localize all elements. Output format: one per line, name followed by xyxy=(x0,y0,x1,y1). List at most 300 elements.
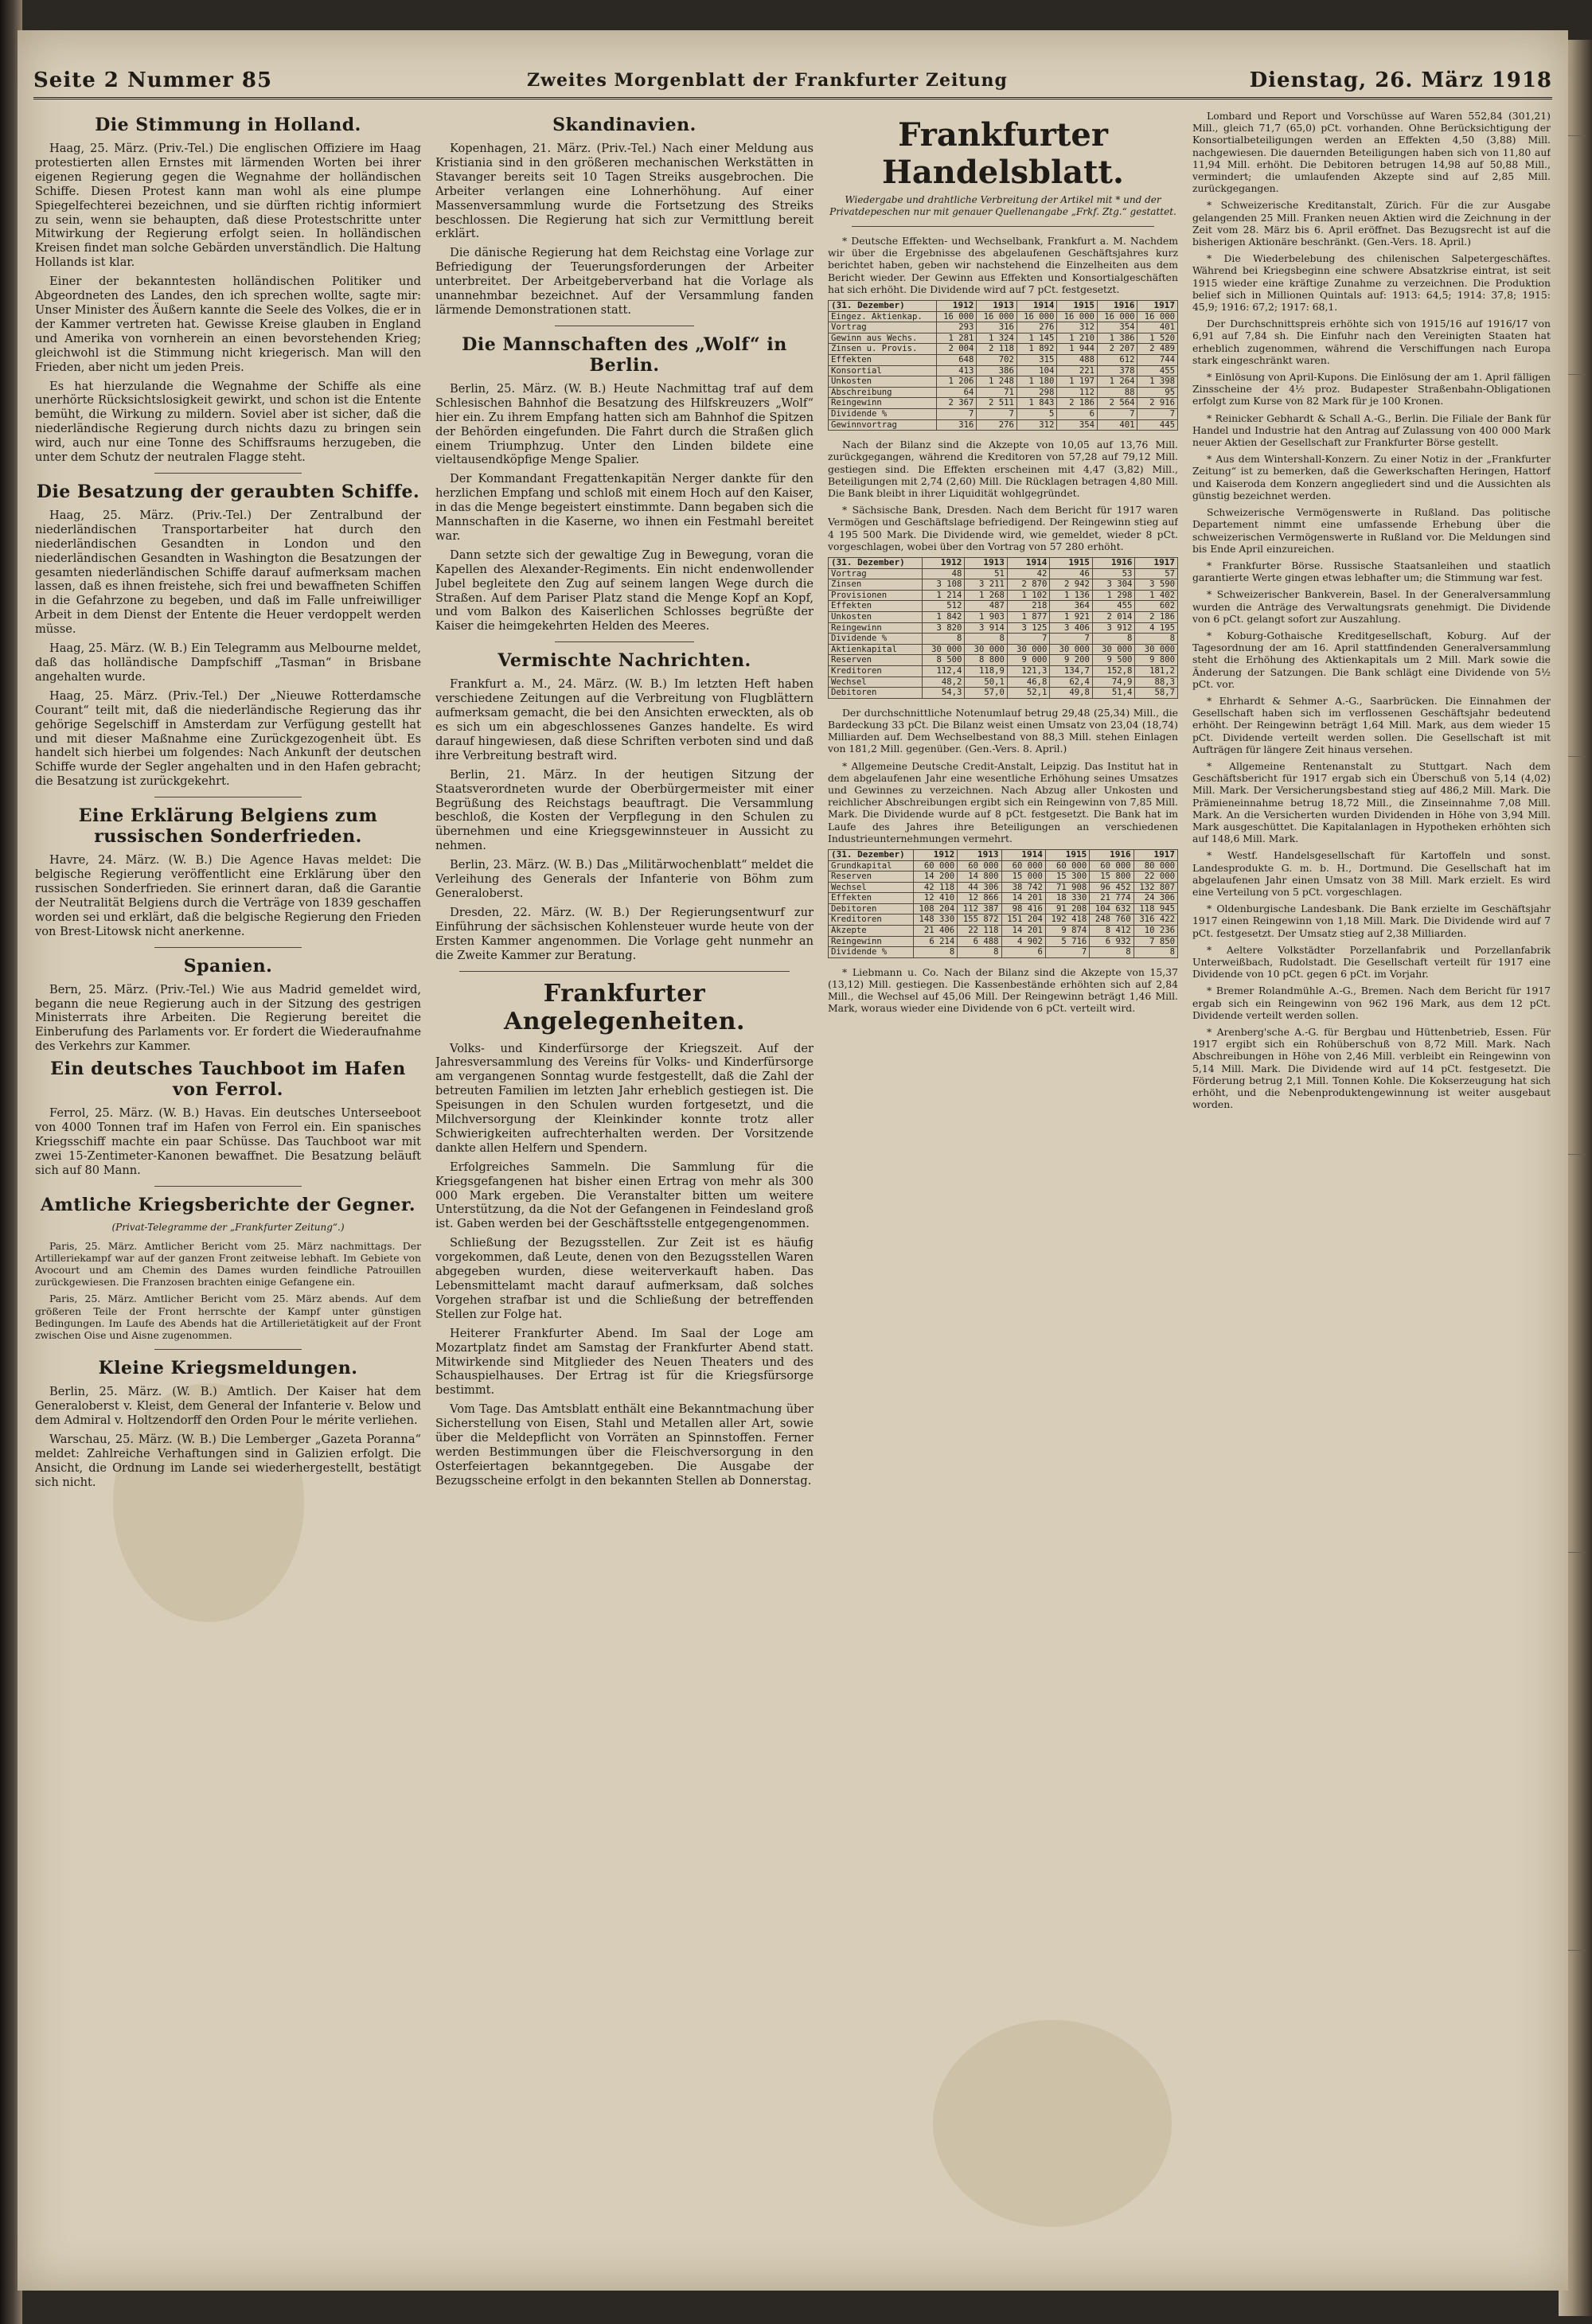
table-header-cell: 1912 xyxy=(922,557,965,568)
table-cell: 2 942 xyxy=(1050,579,1093,591)
article-paragraph: Heiterer Frankfurter Abend. Im Saal der Loge am Mozartplatz findet am Samstag der Frankfurter Abend statt. Mitwirkende sind Mitglieder des Neuen Theaters und des Schauspielhauses. Der Ertrag ist für die Kriegsfürsorge bestimmt. xyxy=(435,1326,814,1398)
table-cell: 1 268 xyxy=(965,590,1008,601)
table-row xyxy=(829,333,1178,344)
table-cell: Provisionen xyxy=(829,590,923,601)
table-cell: 10 236 xyxy=(1134,926,1177,937)
article-paragraph: Berlin, 25. März. (W. B.) Heute Nachmittag traf auf dem Schlesischen Bahnhof die Besatzung des Hilfskreuzers „Wolf“ hier ein. Zu ihrem Empfang hatten sich am Bahnhof die Spitzen der Behörden eingefunden. Die Fahrt durch die Straßen glich einem Triumphzug. Unter den Linden bildete eine vieltausendköpfige Menge Spalier. xyxy=(435,381,814,467)
table-cell: 108 204 xyxy=(913,903,957,914)
article-paragraph: Frankfurt a. M., 24. März. (W. B.) Im letzten Heft haben verschiedene Zeitungen auf die Verbreitung von Flugblättern aufmerksam gemacht, die bei den Ansichten erweckten, als ob es sich um ein abgeschlossenes Ganzes handelte. Es wird darauf hingewiesen, daß diese Schriften verboten sind und daß ihre Verbreitung bestraft wird. xyxy=(435,677,814,762)
article-paragraph: Dann setzte sich der gewaltige Zug in Bewegung, voran die Kapellen des Alexander-Regiments. Ein nicht endenwollender Jubel begleitete den Zug auf seinem langen Wege durch die Straßen. Auf dem Pariser Platz stand die Menge Kopf an Kopf, und vom Balkon des Kaiserlichen Schlosses begrüßte der Kaiser die heimgekehrten Helden des Meeres. xyxy=(435,548,814,634)
table-cell: 221 xyxy=(1057,365,1098,376)
article-paragraph: Erfolgreiches Sammeln. Die Sammlung für die Kriegsgefangenen hat bisher einen Ertrag von mehr als 300 000 Mark ergeben. Die Veranstalter bitten um weitere Unterstützung, da die Not der Gefangenen in Feindesland groß ist. Gaben werden bei der Geschäftsstelle entgegengenommen. xyxy=(435,1160,814,1231)
table-header-cell: 1913 xyxy=(965,557,1008,568)
table-row xyxy=(829,860,1178,872)
table-cell: Grundkapital xyxy=(829,860,914,872)
table-row xyxy=(829,601,1178,612)
table-cell: Effekten xyxy=(829,893,914,904)
table-cell: 60 000 xyxy=(913,860,957,872)
article-paragraph: * Die Wiederbelebung des chilenischen Salpetergeschäftes. Während bei Kriegsbeginn eine schwere Absatzkrise eintrat, ist seit 1915 wieder eine kräftige Zunahme zu verzeichnen. Die Produktion belief sich in Millionen Quintals auf: 1913: 64,5; 1914: 37,8; 1915: 45,9; 1916: 67,2; 1917: 68,1. xyxy=(1192,252,1551,314)
article-paragraph: Paris, 25. März. Amtlicher Bericht vom 25. März nachmittags. Der Artilleriekampf war auf der ganzen Front zeitweise lebhaft. Im Gebiete von Avocourt und am Chemin des Dames wurden feindliche Patrouillen zurückgewiesen. Die Franzosen brachten einige Gefangene ein. xyxy=(35,1239,421,1289)
table-cell: 181,2 xyxy=(1135,665,1178,677)
table-cell: 315 xyxy=(1016,354,1057,365)
table-cell: 1 520 xyxy=(1137,333,1178,344)
table-row xyxy=(829,590,1178,601)
table-cell: 1 386 xyxy=(1097,333,1137,344)
table-cell: 50,1 xyxy=(965,677,1008,688)
table-cell: 104 xyxy=(1016,365,1057,376)
table-cell: 1 210 xyxy=(1057,333,1098,344)
divider xyxy=(555,641,694,642)
table-cell: 9 000 xyxy=(1007,655,1050,666)
table-cell: 8 xyxy=(1092,634,1135,645)
table-cell: 16 000 xyxy=(1016,311,1057,322)
table-cell: 488 xyxy=(1057,354,1098,365)
article-paragraph: Bern, 25. März. (Priv.-Tel.) Wie aus Madrid gemeldet wird, begann die neue Regierung auch in der Sitzung des gestrigen Ministerrats ihre Arbeiten. Die Regierung bereitet die Einberufung des Parlaments vor. Er fordert die Wiederaufnahme des Verkehrs zur Kammer. xyxy=(35,982,421,1054)
table-cell: 1 206 xyxy=(936,376,977,388)
table-row xyxy=(829,622,1178,634)
table-cell: 386 xyxy=(977,365,1017,376)
table-row xyxy=(829,893,1178,904)
table-row xyxy=(829,611,1178,622)
table-header-cell: 1917 xyxy=(1135,557,1178,568)
table-cell: 1 248 xyxy=(977,376,1017,388)
article-paragraph: * Einlösung von April-Kupons. Die Einlösung der am 1. April fälligen Zinsscheine der 4½ proz. Budapester Straßenbahn-Obligationen erfolgt zum Kurse von 82 Mark für je 100 Kronen. xyxy=(1192,371,1551,407)
table-cell: Vortrag xyxy=(829,568,923,579)
table-cell: 134,7 xyxy=(1050,665,1093,677)
headline-frankfurt-affairs: Frankfurter Angelegenheiten. xyxy=(503,979,745,1035)
table-header-cell: 1912 xyxy=(913,849,957,860)
table-row xyxy=(829,387,1178,398)
table-cell: 3 914 xyxy=(965,622,1008,634)
table-cell: 8 xyxy=(913,947,957,958)
table-row xyxy=(829,365,1178,376)
headline-scandinavia: Skandinavien. xyxy=(552,115,696,135)
table-cell: 364 xyxy=(1050,601,1093,612)
table-cell: 1 298 xyxy=(1092,590,1135,601)
table-cell: 6 488 xyxy=(958,936,1001,947)
table-cell: Zinsen xyxy=(829,579,923,591)
table-row xyxy=(829,926,1178,937)
table-cell: 1 197 xyxy=(1057,376,1098,388)
table-cell: 3 304 xyxy=(1092,579,1135,591)
divider xyxy=(154,1186,302,1187)
table-cell: Wechsel xyxy=(829,882,914,893)
table-cell: 121,3 xyxy=(1007,665,1050,677)
table-row xyxy=(829,398,1178,409)
article-paragraph: Berlin, 25. März. (W. B.) Amtlich. Der Kaiser hat dem Generaloberst v. Kleist, dem General der Infanterie v. Below und dem Admiral v. Holtzendorff den Orden Pour le mérite verliehen. xyxy=(35,1385,421,1428)
article-paragraph: Einer der bekanntesten holländischen Politiker und Abgeordneten des Landes, den ich sprechen wollte, sagte mir: Unser Minister des Äußern kannte die Seele des Volkes, die er in der Kammer vertreten hat. Gewisse Kreise glauben in England und Amerika von vornherein an einen bevorstehenden Krieg; gleichwohl ist die Stimmung nicht kriegerisch. Man will den Frieden, aber nicht um jeden Preis. xyxy=(35,275,421,374)
table-cell: 71 xyxy=(977,387,1017,398)
table-row xyxy=(829,311,1178,322)
table-cell: Reserven xyxy=(829,872,914,883)
table-cell: 218 xyxy=(1007,601,1050,612)
table-cell: Konsortial xyxy=(829,365,937,376)
table-header-cell: 1912 xyxy=(936,301,977,312)
table-cell: 15 300 xyxy=(1045,872,1089,883)
article-paragraph: * Aeltere Volkstädter Porzellanfabrik und Porzellanfabrik Unterweißbach, Rudolstadt. Die Gesellschaft verteilt für 1917 eine Dividende von 10 pCt. gegen 6 pCt. im Vorjahr. xyxy=(1192,943,1551,981)
table-cell: 316 422 xyxy=(1134,914,1177,926)
table-cell: 8 xyxy=(922,634,965,645)
table-cell: Eingez. Aktienkap. xyxy=(829,311,937,322)
table-cell: 12 866 xyxy=(958,893,1001,904)
table-cell: 1 842 xyxy=(922,611,965,622)
masthead: Zweites Morgenblatt der Frankfurter Zeitung xyxy=(527,70,1008,91)
table-row xyxy=(829,419,1178,431)
article-paragraph: * Westf. Handelsgesellschaft für Kartoffeln und sonst. Landesprodukte G. m. b. H., Dortmund. Die Gesellschaft hat im abgelaufenen Jahr einen Umsatz von 38 Mill. Mark erzielt. Es wird eine Verteilung von 5 pCt. vorgeschlagen. xyxy=(1192,849,1551,898)
article-paragraph: * Koburg-Gothaische Kreditgesellschaft, Koburg. Auf der Tagesordnung der am 16. April stattfindenden Generalversammlung steht die Erhöhung des Aktienkapitals um 2 Mill. Mark sowie die Änderung der Satzungen. Die Bank schlägt eine Dividende von 5½ pCt. vor. xyxy=(1192,629,1551,690)
table-cell: Gewinnvortrag xyxy=(829,419,937,431)
table-cell: 88 xyxy=(1097,387,1137,398)
table-cell: 112 387 xyxy=(958,903,1001,914)
table-cell: 80 000 xyxy=(1134,860,1177,872)
table-cell: Reingewinn xyxy=(829,398,937,409)
table-cell: 2 186 xyxy=(1135,611,1178,622)
table-cell: 14 800 xyxy=(958,872,1001,883)
divider xyxy=(154,947,302,948)
table-cell: 16 000 xyxy=(936,311,977,322)
table-row xyxy=(829,579,1178,591)
table-cell: 455 xyxy=(1092,601,1135,612)
table-cell: 51,4 xyxy=(1092,688,1135,699)
table-row xyxy=(829,665,1178,677)
section-title-handelsblatt: Frankfurter Handelsblatt. xyxy=(882,116,1124,191)
table-cell: 316 xyxy=(977,322,1017,333)
table-cell: 1 843 xyxy=(1016,398,1057,409)
table-cell: 8 xyxy=(1134,947,1177,958)
table-cell: 151 204 xyxy=(1001,914,1045,926)
article-paragraph: * Aus dem Wintershall-Konzern. Zu einer Notiz in der „Frankfurter Zeitung“ ist zu bemerken, daß die Gewerkschaften Heringen, Hattorf und Kaiseroda dem Konzern angegliedert sind und die Aussichten als günstig bezeichnet werden. xyxy=(1192,453,1551,501)
table-cell: Reserven xyxy=(829,655,923,666)
table-cell: Debitoren xyxy=(829,903,914,914)
table-cell: 15 000 xyxy=(1001,872,1045,883)
article-paragraph: Haag, 25. März. (Priv.-Tel.) Der „Nieuwe Rotterdamsche Courant“ teilt mit, daß die niederländische Regierung das ihr gehörige Segelschiff in Amsterdam zur Verfügung gestellt hat und mit dieser Maßnahme eine Zurückgezogenheit übt. Es handelt sich hierbei um folgendes: Nach Ankunft der deutschen Schiffe wurde der Segler angehalten und in den Hafen gebracht; die Besatzung ist zurückgekehrt. xyxy=(35,688,421,789)
table-cell: 30 000 xyxy=(1135,644,1178,655)
table-row xyxy=(829,914,1178,926)
table-cell: 3 211 xyxy=(965,579,1008,591)
table-cell: 1 281 xyxy=(936,333,977,344)
table-cell: 38 742 xyxy=(1001,882,1045,893)
table-cell: 60 000 xyxy=(958,860,1001,872)
article-paragraph: Kopenhagen, 21. März. (Priv.-Tel.) Nach einer Meldung aus Kristiania sind in den größeren mechanischen Werkstätten in Stavanger bereits seit 10 Tagen Streiks ausgebrochen. Die Arbeiter verlangen eine Lohnerhöhung. Auf einer Massenversammlung wurde die Fortsetzung des Streiks beschlossen. Die Regierung hat sich zur Vermittlung bereit erklärt. xyxy=(435,142,814,241)
headline-ship-crews: Die Besatzung der geraubten Schiffe. xyxy=(36,481,420,502)
table-cell: 1 264 xyxy=(1097,376,1137,388)
table-cell: 104 632 xyxy=(1090,903,1134,914)
table-cell: 1 145 xyxy=(1016,333,1057,344)
article-paragraph: * Allgemeine Deutsche Credit-Anstalt, Leipzig. Das Institut hat in dem abgelaufenen Jahr eine wesentliche Erhöhung seines Umsatzes und Gewinnes zu verzeichnen. Nach Abzug aller Unkosten und reichlicher Abschreibungen ergibt sich ein Reingewinn von 7,85 Mill. Mark. Die Dividende wurde auf 8 pCt. festgesetzt. Die Bank hat im Laufe des Jahres ihre Beteiligungen an verschiedenen Industrieunternehmungen vermehrt. xyxy=(828,759,1178,844)
table-cell: 6 xyxy=(1001,947,1045,958)
table-cell: 7 xyxy=(1050,634,1093,645)
table-cell: 60 000 xyxy=(1090,860,1134,872)
table-cell: 445 xyxy=(1137,419,1178,431)
article-paragraph: Schweizerische Vermögenswerte in Rußland. Das politische Departement nimmt eine umfassende Erhebung über die schweizerischen Vermögenswerte in Rußland vor. Die Meldungen sind bis Ende April einzureichen. xyxy=(1192,506,1551,555)
table-cell: 14 201 xyxy=(1001,893,1045,904)
table-row xyxy=(829,936,1178,947)
table-cell: 7 850 xyxy=(1134,936,1177,947)
table-cell: 3 406 xyxy=(1050,622,1093,634)
table-cell: Effekten xyxy=(829,601,923,612)
headline-holland: Die Stimmung in Holland. xyxy=(95,115,361,135)
table-cell: 8 xyxy=(1135,634,1178,645)
table-row xyxy=(829,872,1178,883)
table-header-cell: (31. Dezember) xyxy=(829,849,914,860)
article-paragraph: Schließung der Bezugsstellen. Zur Zeit ist es häufig vorgekommen, daß Leute, denen von den Bezugsstellen Waren abgegeben wurden, diese weiterverkauft haben. Das Lebensmittelamt macht darauf aufmerksam, daß solches Vorgehen strafbar ist und die Schließung der betreffenden Stellen zur Folge hat. xyxy=(435,1236,814,1321)
table-cell: 74,9 xyxy=(1092,677,1135,688)
table-cell: 1 903 xyxy=(965,611,1008,622)
table-cell: 9 800 xyxy=(1135,655,1178,666)
table-cell: 60 000 xyxy=(1001,860,1045,872)
financial-table-3 xyxy=(828,849,1178,958)
table-cell: 52,1 xyxy=(1007,688,1050,699)
table-row xyxy=(829,903,1178,914)
table-cell: 15 800 xyxy=(1090,872,1134,883)
table-cell: 16 000 xyxy=(1097,311,1137,322)
table-cell: Dividende % xyxy=(829,408,937,419)
table-cell: 2 564 xyxy=(1097,398,1137,409)
table-cell: Unkosten xyxy=(829,376,937,388)
table-cell: 9 200 xyxy=(1050,655,1093,666)
table-cell: 3 590 xyxy=(1135,579,1178,591)
table-cell: 7 xyxy=(977,408,1017,419)
table-header-cell: 1915 xyxy=(1045,849,1089,860)
headline-wolf-crew: Die Mannschaften des „Wolf“ in Berlin. xyxy=(462,333,787,376)
table-cell: 1 892 xyxy=(1016,344,1057,355)
divider xyxy=(154,1349,302,1350)
table-header-cell: 1913 xyxy=(958,849,1001,860)
table-cell: 95 xyxy=(1137,387,1178,398)
article-paragraph: * Schweizerischer Bankverein, Basel. In der Generalversammlung wurden die Anträge des Verwaltungsrats genehmigt. Die Dividende von 6 pCt. gelangt sofort zur Auszahlung. xyxy=(1192,588,1551,625)
table-cell: 58,7 xyxy=(1135,688,1178,699)
table-cell: 1 324 xyxy=(977,333,1017,344)
table-cell: 16 000 xyxy=(1137,311,1178,322)
table-cell: 46 xyxy=(1050,568,1093,579)
table-cell: Dividende % xyxy=(829,634,923,645)
table-cell: 7 xyxy=(1137,408,1178,419)
table-cell: Reingewinn xyxy=(829,622,923,634)
table-cell: 18 330 xyxy=(1045,893,1089,904)
headline-ferrol: Ein deutsches Tauchboot im Hafen von Ferrol. xyxy=(50,1059,406,1101)
table-cell: 512 xyxy=(922,601,965,612)
table-cell: 9 874 xyxy=(1045,926,1089,937)
table-row xyxy=(829,568,1178,579)
table-cell: Debitoren xyxy=(829,688,923,699)
table-cell: 248 760 xyxy=(1090,914,1134,926)
table-cell: 42 xyxy=(1007,568,1050,579)
table-cell: 4 195 xyxy=(1135,622,1178,634)
table-cell: 44 306 xyxy=(958,882,1001,893)
table-cell: 112,4 xyxy=(922,665,965,677)
article-paragraph: * Sächsische Bank, Dresden. Nach dem Bericht für 1917 waren Vermögen und Geschäftslage befriedigend. Der Reingewinn stieg auf 4 195 500 Mark. Die Dividende wird, wie gemeldet, wieder 8 pCt. vorgeschlagen, wobei über den Vortrag von 57 280 erhöht. xyxy=(828,504,1178,552)
article-paragraph: Nach der Bilanz sind die Akzepte von 10,05 auf 13,76 Mill. zurückgegangen, während die Kreditoren von 57,28 auf 79,12 Mill. gestiegen sind. Die Effekten erscheinen mit 4,47 (3,82) Mill., Beteiligungen mit 2,74 (2,60) Mill. Die Rücklagen betragen 4,80 Mill. Die Bank bleibt in ihrer Liquidität wohlgegründet. xyxy=(828,439,1178,499)
table-cell: Effekten xyxy=(829,354,937,365)
table-cell: 24 306 xyxy=(1134,893,1177,904)
table-cell: 30 000 xyxy=(1007,644,1050,655)
table-cell: 192 418 xyxy=(1045,914,1089,926)
table-cell: 2 511 xyxy=(977,398,1017,409)
table-cell: 14 200 xyxy=(913,872,957,883)
article-paragraph: Haag, 25. März. (W. B.) Ein Telegramm aus Melbourne meldet, daß das holländische Dampfschiff „Tasman“ in Brisbane angehalten wurde. xyxy=(35,641,421,684)
table-cell: Kreditoren xyxy=(829,665,923,677)
article-paragraph: * Deutsche Effekten- und Wechselbank, Frankfurt a. M. Nachdem wir über die Ergebnisse des abgelaufenen Geschäftsjahres kurz berichtet haben, geben wir nachstehend die Einzelheiten aus dem Bericht wieder. Der Gewinn aus Effekten und Konsortialgeschäften hat sich erhöht. Die Dividende wird auf 7 pCt. festgesetzt. xyxy=(828,235,1178,295)
financial-table-2 xyxy=(828,557,1178,699)
column-commerce xyxy=(828,110,1178,2259)
table-cell: 8 412 xyxy=(1090,926,1134,937)
table-cell: 2 489 xyxy=(1137,344,1178,355)
table-cell: 276 xyxy=(977,419,1017,431)
table-cell: 3 125 xyxy=(1007,622,1050,634)
article-paragraph: Dresden, 22. März. (W. B.) Der Regierungsentwurf zur Einführung der sächsischen Kohlensteuer wurde heute von der Ersten Kammer angenommen. Die Vorlage geht nunmehr an die Zweite Kammer zur Beratung. xyxy=(435,905,814,962)
table-cell: 64 xyxy=(936,387,977,398)
table-cell: 49,8 xyxy=(1050,688,1093,699)
table-cell: 132 807 xyxy=(1134,882,1177,893)
newspaper-page xyxy=(18,30,1568,2291)
table-cell: Reingewinn xyxy=(829,936,914,947)
table-cell: 1 944 xyxy=(1057,344,1098,355)
table-cell: 21 406 xyxy=(913,926,957,937)
divider xyxy=(154,473,302,474)
article-paragraph: * Bremer Rolandmühle A.-G., Bremen. Nach dem Bericht für 1917 ergab sich ein Reingewinn von 962 196 Mark, aus dem 12 pCt. Dividende verteilt werden sollen. xyxy=(1192,985,1551,1021)
headline-war-reports: Amtliche Kriegsberichte der Gegner. xyxy=(40,1194,416,1215)
table-cell: 316 xyxy=(936,419,977,431)
table-header-cell: (31. Dezember) xyxy=(829,557,923,568)
table-cell: 2 004 xyxy=(936,344,977,355)
table-header-cell: 1916 xyxy=(1097,301,1137,312)
table-cell: 14 201 xyxy=(1001,926,1045,937)
headline-small-war-news: Kleine Kriegsmeldungen. xyxy=(98,1358,358,1379)
issue-date: Dienstag, 26. März 1918 xyxy=(1249,68,1552,92)
table-cell: Dividende % xyxy=(829,947,914,958)
table-cell: 2 367 xyxy=(936,398,977,409)
table-cell: 22 000 xyxy=(1134,872,1177,883)
table-cell: 9 500 xyxy=(1092,655,1135,666)
table-cell: 62,4 xyxy=(1050,677,1093,688)
article-paragraph: * Ehrhardt & Sehmer A.-G., Saarbrücken. Die Einnahmen der Gesellschaft haben sich im verflossenen Geschäftsjahr bedeutend erhöht. Der Reingewinn beträgt 1,64 Mill. Mark, aus dem wieder 15 pCt. Dividende verteilt werden sollen. Die Gesellschaft ist mit Aufträgen für längere Zeit hinaus versehen. xyxy=(1192,694,1551,755)
table-header-cell: (31. Dezember) xyxy=(829,301,937,312)
table-row xyxy=(829,634,1178,645)
table-cell: 6 214 xyxy=(913,936,957,947)
table-cell: 152,8 xyxy=(1092,665,1135,677)
article-paragraph: Der Kommandant Fregattenkapitän Nerger dankte für den herzlichen Empfang und schloß mit einem Hoch auf den Kaiser, in das die Menge begeistert einstimmte. Dann begaben sich die Mannschaften in die Kaserne, wo ihnen ein Festmahl bereitet war. xyxy=(435,472,814,543)
table-cell: 1 136 xyxy=(1050,590,1093,601)
table-cell: 46,8 xyxy=(1007,677,1050,688)
table-cell: 3 108 xyxy=(922,579,965,591)
article-paragraph: Der durchschnittliche Notenumlauf betrug 29,48 (25,34) Mill., die Bardeckung 33 pCt. Die Bilanz weist einen Umsatz von 23,04 (18,74) Milliarden auf. Dem Wechselbestand von 88,3 Mill. stehen Einlagen von 181,2 Mill. gegenüber. (Gen.-Vers. 8. April.) xyxy=(828,706,1178,755)
table-cell: 2 014 xyxy=(1092,611,1135,622)
table-cell: 8 500 xyxy=(922,655,965,666)
table-cell: 1 921 xyxy=(1050,611,1093,622)
table-cell: 7 xyxy=(1097,408,1137,419)
article-paragraph: * Frankfurter Börse. Russische Staatsanleihen und staatlich garantierte Werte gingen etwas lebhafter um; die Stimmung war fest. xyxy=(1192,559,1551,584)
table-cell: 118,9 xyxy=(965,665,1008,677)
section-subtitle: Wiedergabe und drahtliche Verbreitung der Artikel mit * und der Privatdepeschen nur mit genauer Quellenangabe „Frkf. Ztg.“ gestattet. xyxy=(829,194,1176,217)
table-header-cell: 1917 xyxy=(1134,849,1177,860)
table-cell: Aktienkapital xyxy=(829,644,923,655)
table-cell: Wechsel xyxy=(829,677,923,688)
table-cell: 312 xyxy=(1016,419,1057,431)
table-cell: 2 186 xyxy=(1057,398,1098,409)
table-cell: 48 xyxy=(922,568,965,579)
article-paragraph: * Allgemeine Rentenanstalt zu Stuttgart. Nach dem Geschäftsbericht für 1917 ergab sich ein Überschuß von 5,14 (4,02) Mill. Mark. Der Versicherungsbestand stieg auf 486,2 Mill. Mark. Die Prämieneinnahme betrug 18,72 Mill., die Zinseinnahme 7,08 Mill. Mark. An die Versicherten wurden Dividenden in Höhe von 3,94 Mill. Mark ausgeschüttet. Die Kapitalanlagen in Hypotheken erhöhten sich auf 148,6 Mill. Mark. xyxy=(1192,759,1551,845)
subheading: (Privat-Telegramme der „Frankfurter Zeitung“.) xyxy=(111,1221,345,1233)
table-cell: Gewinn aus Wechs. xyxy=(829,333,937,344)
table-row xyxy=(829,354,1178,365)
table-cell: 96 452 xyxy=(1090,882,1134,893)
column-business-notes xyxy=(1192,110,1551,2259)
article-paragraph: Berlin, 23. März. (W. B.) Das „Militärwochenblatt“ meldet die Verleihung des Generals der Infanterie von Böhm zum Generaloberst. xyxy=(435,858,814,900)
table-cell: 57 xyxy=(1135,568,1178,579)
table-cell: 16 000 xyxy=(977,311,1017,322)
table-cell: 455 xyxy=(1137,365,1178,376)
table-cell: 2 118 xyxy=(977,344,1017,355)
table-cell: 1 214 xyxy=(922,590,965,601)
table-cell: 8 800 xyxy=(965,655,1008,666)
article-paragraph: * Reinicker Gebhardt & Schall A.-G., Berlin. Die Filiale der Bank für Handel und Industrie hat den Antrag auf Zulassung von 400 000 Mark neuer Aktien der Gesellschaft zur Frankfurter Börse gestellt. xyxy=(1192,411,1551,449)
table-cell: 5 716 xyxy=(1045,936,1089,947)
table-cell: 8 xyxy=(1090,947,1134,958)
table-cell: 354 xyxy=(1057,419,1098,431)
table-cell: 2 916 xyxy=(1137,398,1178,409)
table-cell: Akzepte xyxy=(829,926,914,937)
table-row xyxy=(829,322,1178,333)
table-cell: 312 xyxy=(1057,322,1098,333)
table-cell: 48,2 xyxy=(922,677,965,688)
article-paragraph: Vom Tage. Das Amtsblatt enthält eine Bekanntmachung über Sicherstellung von Eisen, Stahl und Metallen aller Art, sowie über die Meldepflicht von Vorräten an Spinnstoffen. Ferner werden Bestimmungen über die Fleischversorgung in den Osterfeiertagen bekanntgegeben. Die Ausgabe der Bezugsscheine erfolgt in den bekannten Stellen ab Donnerstag. xyxy=(435,1402,814,1488)
table-cell: 3 820 xyxy=(922,622,965,634)
table-cell: 4 902 xyxy=(1001,936,1045,947)
table-header-cell: 1914 xyxy=(1007,557,1050,568)
table-row xyxy=(829,408,1178,419)
table-cell: Unkosten xyxy=(829,611,923,622)
table-cell: 57,0 xyxy=(965,688,1008,699)
table-cell: 1 402 xyxy=(1135,590,1178,601)
table-cell: Kreditoren xyxy=(829,914,914,926)
table-cell: 612 xyxy=(1097,354,1137,365)
table-cell: 293 xyxy=(936,322,977,333)
table-cell: 298 xyxy=(1016,387,1057,398)
table-cell: 118 945 xyxy=(1134,903,1177,914)
table-header-cell: 1913 xyxy=(977,301,1017,312)
table-header-cell: 1914 xyxy=(1016,301,1057,312)
table-cell: 1 877 xyxy=(1007,611,1050,622)
table-header-cell: 1916 xyxy=(1092,557,1135,568)
table-cell: 54,3 xyxy=(922,688,965,699)
table-cell: 1 398 xyxy=(1137,376,1178,388)
table-cell: 5 xyxy=(1016,408,1057,419)
headline-miscellaneous: Vermischte Nachrichten. xyxy=(498,650,751,672)
table-cell: 6 932 xyxy=(1090,936,1134,947)
divider xyxy=(852,226,1154,227)
headline-belgium: Eine Erklärung Belgiens zum russischen Sonderfrieden. xyxy=(78,805,378,848)
table-cell: 60 000 xyxy=(1045,860,1089,872)
table-cell: 88,3 xyxy=(1135,677,1178,688)
table-cell: 602 xyxy=(1135,601,1178,612)
article-paragraph: Die dänische Regierung hat dem Reichstag eine Vorlage zur Befriedigung der Teuerungsforderungen der Arbeiter unterbreitet. Der Arbeitgeberverband hat die Vorlage als unannehmbar bezeichnet. Auf der Versammlung fanden lärmende Demonstrationen statt. xyxy=(435,246,814,317)
table-cell: 51 xyxy=(965,568,1008,579)
table-cell: 401 xyxy=(1137,322,1178,333)
table-cell: 7 xyxy=(1045,947,1089,958)
column-news xyxy=(435,110,814,2259)
article-paragraph: Havre, 24. März. (W. B.) Die Agence Havas meldet: Die belgische Regierung veröffentlicht eine Erklärung über den russischen Sonderfrieden. Sie erinnert daran, daß die Garantie der Neutralität Belgiens durch die Verträge von 1839 geschaffen worden sei und erklärt, daß die belgische Regierung den Frieden von Brest-Litowsk nicht anerkenne. xyxy=(35,853,421,938)
table-cell: 30 000 xyxy=(922,644,965,655)
table-header-cell: 1915 xyxy=(1050,557,1093,568)
table-row xyxy=(829,947,1178,958)
table-row xyxy=(829,644,1178,655)
table-cell: Zinsen u. Provis. xyxy=(829,344,937,355)
table-cell: 155 872 xyxy=(958,914,1001,926)
table-row xyxy=(829,688,1178,699)
table-cell: 413 xyxy=(936,365,977,376)
table-cell: Abschreibung xyxy=(829,387,937,398)
table-cell: 6 xyxy=(1057,408,1098,419)
